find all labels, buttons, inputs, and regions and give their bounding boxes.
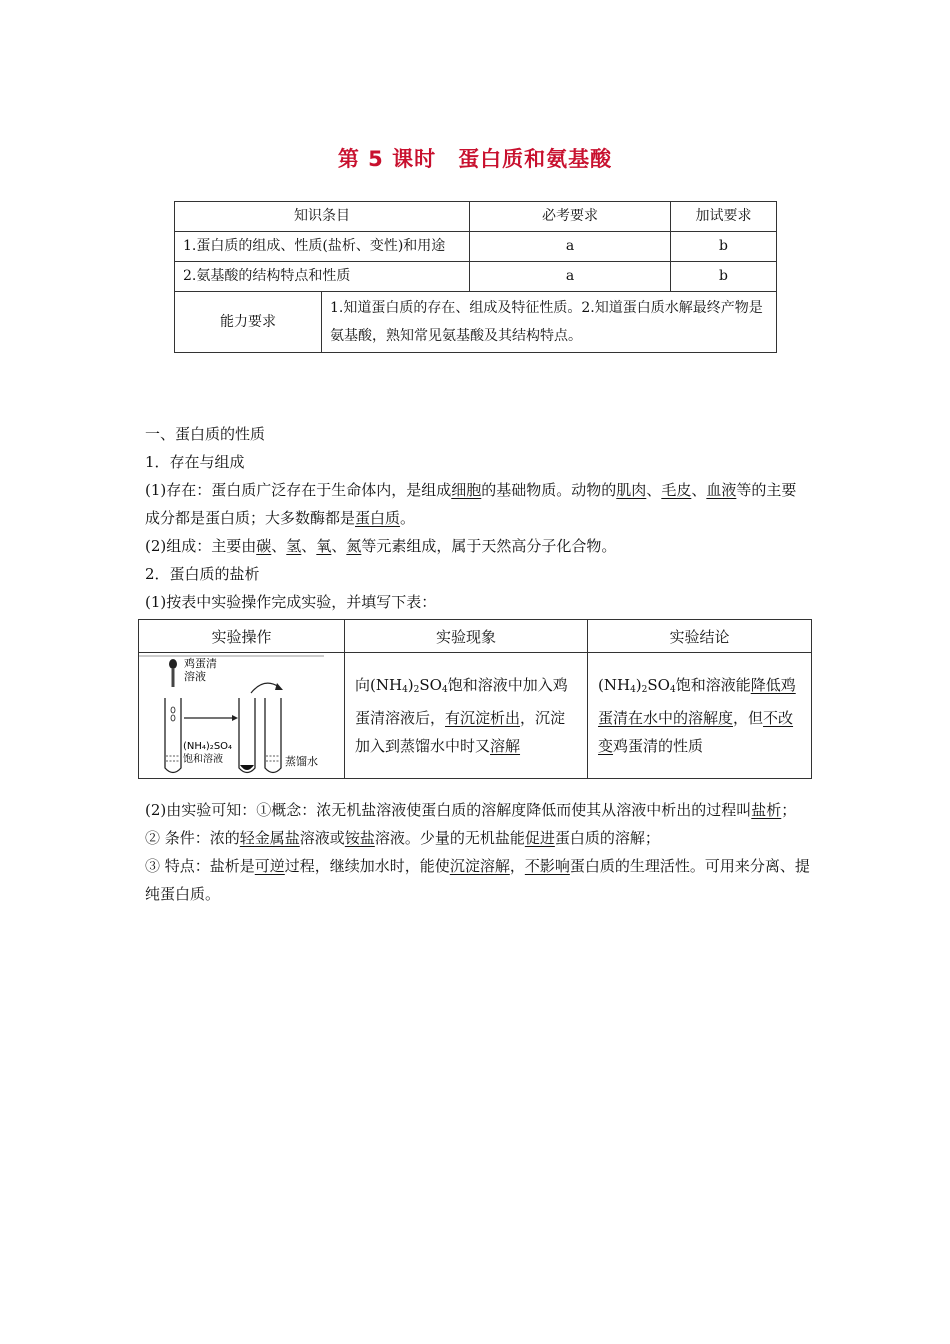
row-must: a	[470, 262, 671, 292]
page-title: 第 5 课时 蛋白质和氨基酸	[337, 147, 613, 171]
paragraph-existence: (1)存在：蛋白质广泛存在于生命体内，是组成细胞的基础物质。动物的肌肉、毛皮、血液等的主要成分都是蛋白质；大多数酶都是蛋白质。	[145, 481, 797, 527]
label-solution: 溶液	[184, 670, 206, 683]
label-distilled-water: 蒸馏水	[285, 755, 318, 768]
row-item: 1.蛋白质的组成、性质(盐析、变性)和用途	[175, 232, 470, 262]
experiment-figure-cell	[139, 653, 345, 779]
subsection-heading: 2．蛋白质的盐析	[145, 565, 260, 583]
row-extra: b	[671, 262, 777, 292]
paragraph-composition: (2)组成：主要由碳、氢、氧、氮等元素组成，属于天然高分子化合物。	[145, 537, 617, 555]
test-tube-icon	[265, 698, 281, 773]
requirements-table	[174, 201, 777, 353]
dropper-bulb-icon	[169, 659, 177, 669]
paragraph-condition: ② 条件：浓的轻金属盐溶液或铵盐溶液。少量的无机盐能促进蛋白质的溶解；	[145, 829, 660, 847]
row-extra: b	[671, 232, 777, 262]
table-header-row	[175, 202, 777, 232]
ability-label: 能力要求	[175, 292, 322, 352]
subsection-heading: 1．存在与组成	[145, 453, 245, 471]
header-extra: 加试要求	[671, 202, 777, 232]
dropper-tube-icon	[172, 669, 175, 687]
paragraph-feature: ③ 特点：盐析是可逆过程，继续加水时，能使沉淀溶解，不影响蛋白质的生理活性。可用来分离、提纯蛋白质。	[145, 857, 810, 903]
ability-row	[175, 292, 777, 353]
section-heading: 一、蛋白质的性质	[145, 425, 266, 443]
header-knowledge: 知识条目	[175, 202, 470, 232]
section-1	[145, 420, 810, 616]
paragraph-concept: (2)由实验可知：①概念：浓无机盐溶液使蛋白质的溶解度降低而使其从溶液中析出的过程叫盐析；	[145, 801, 797, 819]
header-must: 必考要求	[470, 202, 671, 232]
conclusion-cell: $(NH_4)_2SO_4$饱和溶液能降低鸡蛋清在水中的溶解度，但不改变鸡蛋清的性质	[588, 653, 812, 779]
phenomenon-cell: 向$(NH_4)_2SO_4$饱和溶液中加入鸡蛋清溶液后，有沉淀析出，沉淀加入到蒸馏水中时又溶解	[345, 653, 588, 779]
test-tube-icon	[239, 698, 255, 773]
row-must: a	[470, 232, 671, 262]
header-phenomenon: 实验现象	[345, 620, 588, 653]
table-row	[175, 232, 777, 262]
row-item: 2.氨基酸的结构特点和性质	[175, 262, 470, 292]
header-operation: 实验操作	[139, 620, 345, 653]
experiment-table	[138, 619, 812, 779]
label-saturated-solution: 饱和溶液	[183, 754, 223, 765]
experiment-figure	[139, 653, 342, 778]
header-conclusion: 实验结论	[588, 620, 812, 653]
paragraph-instruction: (1)按表中实验操作完成实验，并填写下表：	[145, 593, 437, 611]
test-tube-icon	[165, 698, 181, 773]
label-egg-white: 鸡蛋清	[184, 657, 217, 670]
ability-text: 1.知道蛋白质的存在、组成及特征性质。2.知道蛋白质水解最终产物是氨基酸，熟知常见氨基酸及其结构特点。	[330, 300, 763, 344]
table-header-row	[139, 620, 812, 653]
table-row	[139, 653, 812, 779]
section-2	[145, 796, 810, 908]
label-ammonium-sulfate: (NH₄)₂SO₄	[183, 741, 233, 752]
table-row	[175, 262, 777, 292]
curved-arrow-icon	[251, 683, 279, 693]
